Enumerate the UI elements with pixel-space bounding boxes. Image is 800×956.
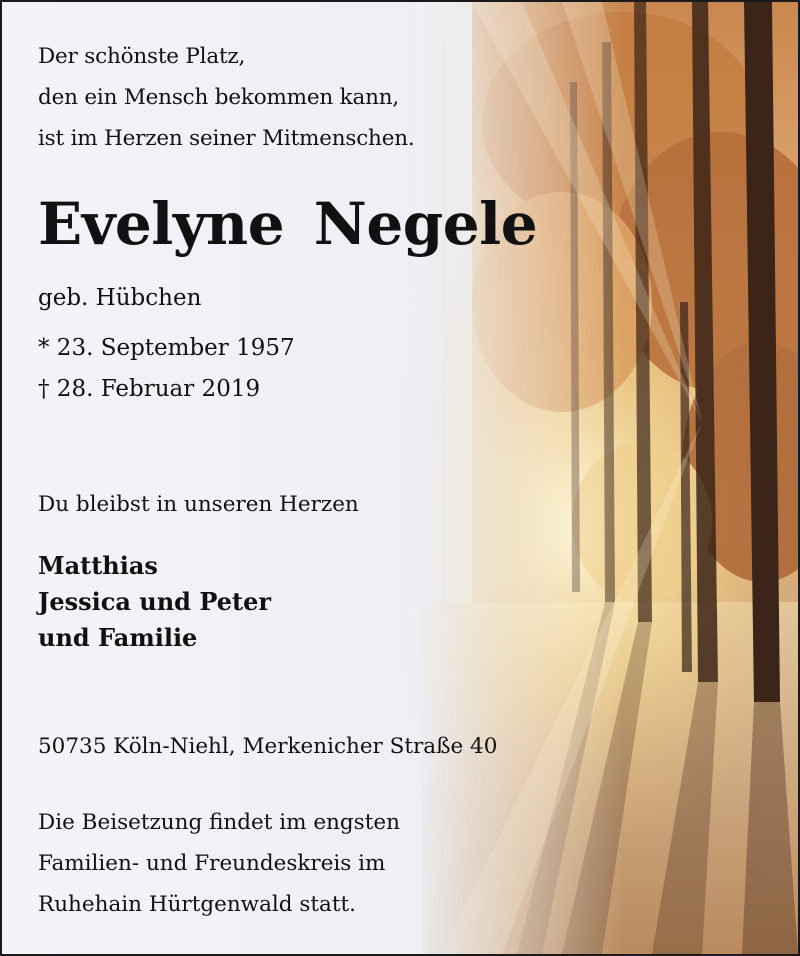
funeral-line: Die Beisetzung findet im engsten <box>38 810 400 835</box>
funeral-line: Ruhehain Hürtgenwald statt. <box>38 892 356 917</box>
death-date: † 28. Februar 2019 <box>38 376 261 402</box>
funeral-note <box>38 802 400 925</box>
deceased-name: Evelyne Negele <box>38 190 538 258</box>
mourners-list <box>38 548 271 656</box>
quote-line: den ein Mensch bekommen kann, <box>38 85 400 110</box>
family-address: 50735 Köln-Niehl, Merkenicher Straße 40 <box>38 734 498 759</box>
quote-line: ist im Herzen seiner Mitmenschen. <box>38 126 415 151</box>
maiden-name: geb. Hübchen <box>38 285 202 311</box>
funeral-line: Familien- und Freundeskreis im <box>38 851 386 876</box>
mourner-name: Jessica und Peter <box>38 587 271 616</box>
birth-date: * 23. September 1957 <box>38 335 295 361</box>
opening-quote <box>38 36 415 159</box>
quote-line: Der schönste Platz, <box>38 44 246 69</box>
farewell-message: Du bleibst in unseren Herzen <box>38 492 359 517</box>
mourner-name: Matthias <box>38 551 158 580</box>
mourner-name: und Familie <box>38 623 198 652</box>
